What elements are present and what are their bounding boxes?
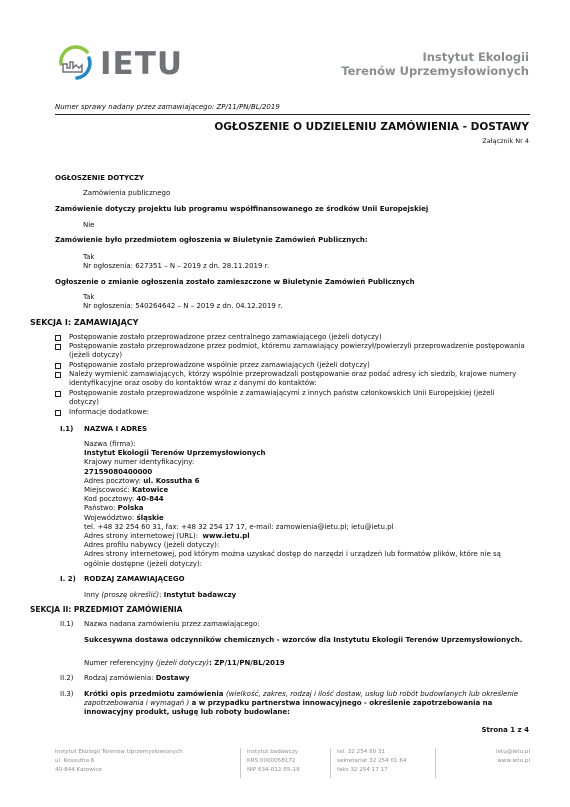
city-row [84, 486, 524, 495]
checkbox-icon[interactable] [55, 410, 61, 416]
ii3-number: II.3) [60, 690, 74, 698]
attachment-label: Załącznik Nr 4 [482, 137, 529, 145]
checkbox-icon[interactable] [55, 372, 61, 378]
option-label: Postępowanie zostało przeprowadzone wspólnie przez zamawiających (jeżeli dotyczy) [69, 361, 370, 369]
institute-name [309, 50, 529, 79]
bzp-answer: Tak [83, 253, 95, 261]
case-number: Numer sprawy nadany przez zamawiającego: ZP/11/PN/BL/2019 [55, 103, 280, 111]
country-value: Polska [117, 504, 144, 513]
page-number: Strona 1 z 4 [481, 726, 529, 734]
regon-label: Krajowy numer identyfikacyjny: [84, 458, 195, 467]
zip-value: 40-844 [136, 495, 164, 504]
voivodeship-value: śląskie [136, 513, 164, 522]
www-row [84, 532, 524, 541]
option-label: Postępowanie zostało przeprowadzone przez centralnego zamawiającego (jeżeli dotyczy) [69, 333, 382, 341]
footer-line: 40-844 Katowice [55, 766, 102, 773]
ii1-label: Nazwa nadana zamówieniu przez zamawiającego: [84, 620, 260, 628]
logo-text: IETU [100, 46, 184, 82]
footer [55, 748, 530, 780]
footer-divider [435, 748, 436, 778]
notice-value: Zamówienia publicznego [83, 189, 171, 197]
change-question: Ogłoszenie o zmianie ogłoszenia zostało zamieszczone w Biuletynie Zamówień Publicznych [55, 278, 415, 286]
footer-divider [330, 748, 331, 778]
zip-label: Kod pocztowy: [84, 495, 135, 504]
country-row [84, 504, 524, 513]
footer-line: faks 32 254 17 17 [337, 766, 388, 773]
footer-line: Instytut Ekologii Terenów Uprzemysłowionych [55, 749, 183, 755]
buyer-details [84, 440, 524, 569]
tools-address: Adres strony internetowej, pod którym można uzyskać dostęp do narzędzi i urządzeń lub formatów plików, które nie są ogólnie dostępne (jeżeli dotyczy): [84, 550, 501, 568]
option-joint-eu[interactable] [55, 389, 525, 407]
voivodeship-row [84, 514, 524, 523]
checkbox-icon[interactable] [55, 335, 61, 341]
buyer-type [84, 591, 236, 600]
address-label: Adres pocztowy: [84, 476, 142, 485]
order-type [84, 674, 190, 683]
order-type-value: Dostawy [155, 674, 190, 682]
bzp-number: Nr ogłoszenia: 627351 – N – 2019 z dn. 28.11.2019 r. [83, 262, 270, 270]
ref-label: Numer referencyjny [84, 659, 156, 667]
country-label: Państwo: [84, 504, 116, 513]
change-number: Nr ogłoszenia: 540264642 – N – 2019 z dn. 04.12.2019 r. [83, 302, 283, 310]
option-label: Informacje dodatkowe: [69, 408, 150, 416]
option-additional-info[interactable] [55, 408, 525, 417]
address-value: ul. Kossutha 6 [143, 476, 200, 485]
i2-number: I. 2) [60, 575, 76, 583]
page-title: OGŁOSZENIE O UDZIELENIU ZAMÓWIENIA - DOSTAWY [214, 121, 529, 133]
buyer-profile: Adres profilu nabywcy (jeżeli dotyczy): [84, 541, 220, 550]
footer-divider [240, 748, 241, 778]
footer-email[interactable]: ietu@ietu.pl [496, 749, 530, 755]
section2-heading: SEKCJA II: PRZEDMIOT ZAMÓWIENIA [30, 605, 183, 614]
option-central-buyer[interactable] [55, 333, 525, 342]
footer-line: instytut badawczy [247, 749, 299, 755]
voivodeship-label: Województwo: [84, 513, 135, 522]
ii2-number: II.2) [60, 674, 74, 682]
option-label: Postępowanie zostało przeprowadzone wspólnie z zamawiającymi z innych państw członkowskich Unii Europejskiej (jeżeli dotyczy) [69, 389, 495, 407]
footer-line: tel. 32 254 60 31 [337, 749, 386, 755]
footer-line: sekretariat 32 254 01 64 [337, 757, 407, 764]
notice-heading: OGŁOSZENIE DOTYCZY [55, 174, 145, 182]
footer-registry [247, 748, 300, 775]
city-label: Miejscowość: [84, 486, 130, 495]
checkbox-icon[interactable] [55, 391, 61, 397]
desc-rest: a w przypadku partnerstwa innowacyjnego - określenie zapotrzebowania na innowacyjny produkt, usługę lub roboty budowlane: [84, 699, 493, 717]
option-joint-list[interactable] [55, 370, 525, 388]
ietu-logo-icon [55, 42, 95, 82]
address-row [84, 477, 524, 486]
reference-number [84, 659, 285, 668]
checkbox-icon[interactable] [55, 344, 61, 350]
type-prefix: Inny [84, 591, 102, 599]
zip-row [84, 495, 524, 504]
section1-heading: SEKCJA I: ZAMAWIAJĄCY [30, 318, 139, 327]
i2-title: RODZAJ ZAMAWIAJĄCEGO [84, 575, 185, 583]
logo [55, 42, 184, 82]
type-value: Instytut badawczy [163, 591, 237, 599]
footer-address [55, 748, 183, 775]
institute-line2: Terenów Uprzemysłowionych [341, 64, 529, 79]
option-joint[interactable] [55, 361, 525, 370]
www-label: Adres strony internetowej (URL): [84, 532, 199, 541]
i1-number: I.1) [60, 425, 74, 433]
desc-bold: Krótki opis przedmiotu zamówienia [84, 690, 226, 698]
header-rule [55, 114, 530, 115]
eu-answer: Nie [83, 221, 95, 229]
option-delegated[interactable] [55, 342, 525, 360]
ref-hint: (jeżeli dotyczy) [155, 659, 210, 667]
option-label: Należy wymienić zamawiających, którzy wspólnie przeprowadzali postępowanie oraz podać adresy ich siedzib, krajowe numery identyfikacyjne oraz osoby do kontaktów wraz z danymi do kontaktów: [69, 370, 517, 388]
name-value: Instytut Ekologii Terenów Uprzemysłowionych [84, 449, 266, 458]
name-label: Nazwa (firma): [84, 440, 136, 448]
change-answer: Tak [83, 293, 95, 301]
i1-title: NAZWA I ADRES [84, 425, 148, 433]
footer-line: KRS 0000058172 [247, 757, 296, 764]
www-link[interactable]: www.ietu.pl [202, 532, 250, 541]
checkbox-icon[interactable] [55, 363, 61, 369]
ii1-number: II.1) [60, 620, 74, 628]
footer-line: NIP 634-012-55-19 [247, 766, 300, 773]
desc-hint: (wielkość, zakres, rodzaj i ilość dostaw, usług lub robót budowlanych lub określenie zapotrzebowania i wymagań ) [84, 690, 519, 708]
contact-info: tel. +48 32 254 60 31, fax: +48 32 254 17 17, e-mail: zamowienia@ietu.pl; ietu@ietu.pl [84, 522, 394, 531]
eu-question: Zamówienie dotyczy projektu lub programu współfinansowanego ze środków Unii Europejskiej [55, 205, 429, 213]
bzp-question: Zamówienie było przedmiotem ogłoszenia w Biuletynie Zamówień Publicznych: [55, 236, 368, 244]
footer-line: ul. Kossutha 6 [55, 757, 95, 764]
footer-phones [337, 748, 406, 775]
footer-website[interactable]: www.ietu.pl [497, 757, 530, 764]
footer-web [496, 748, 530, 766]
institute-line1: Instytut Ekologii [422, 50, 529, 64]
regon-value: 27159080400000 [84, 467, 153, 476]
order-description [84, 690, 524, 718]
order-type-label: Rodzaj zamówienia: [84, 674, 156, 682]
option-label: Postępowanie zostało przeprowadzone przez podmiot, któremu zamawiający powierzył/powierzyli przeprowadzenie postępowania (jeżeli dotyczy) [69, 342, 525, 360]
order-name: Sukcesywna dostawa odczynników chemicznych - wzorców dla Instytutu Ekologii Terenów Uprzemysłowionych. [84, 636, 523, 644]
ref-value: : ZP/11/PN/BL/2019 [209, 659, 285, 667]
city-value: Katowice [132, 486, 169, 495]
type-colon: : [159, 591, 164, 599]
type-hint: (proszę określić) [101, 591, 160, 599]
